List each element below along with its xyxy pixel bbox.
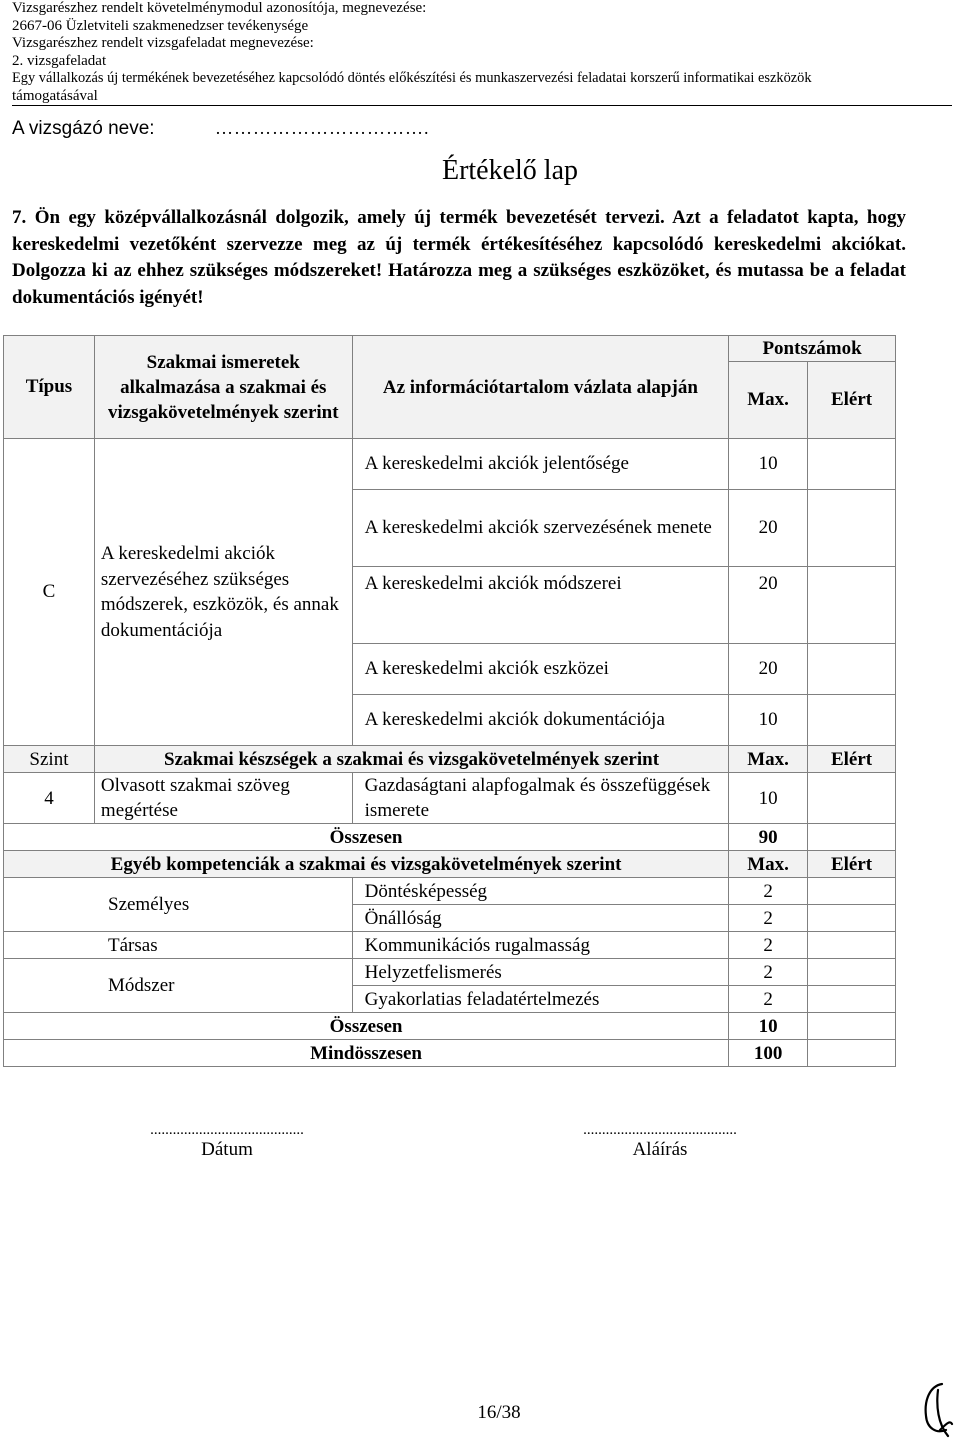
skills-table bbox=[3, 745, 896, 1067]
header-line: Vizsgarészhez rendelt vizsgafeladat megnevezése: bbox=[12, 35, 314, 51]
info-row-max: 20 bbox=[729, 490, 808, 567]
skill-max: 10 bbox=[729, 773, 808, 824]
knowledge-header: Szakmai ismeretek alkalmazása a szakmai és vizsgakövetelmények szerint bbox=[94, 336, 352, 439]
info-row-text: A kereskedelmi akciók dokumentációja bbox=[352, 695, 728, 746]
info-row-max: 20 bbox=[729, 644, 808, 695]
page-title: Értékelő lap bbox=[441, 155, 579, 186]
header-line: 2. vizsgafeladat bbox=[12, 52, 107, 69]
assessment-table bbox=[3, 335, 896, 746]
competency-max: 2 bbox=[729, 878, 808, 905]
competency-item: Kommunikációs rugalmasság bbox=[352, 932, 729, 959]
info-row-achieved[interactable] bbox=[808, 439, 896, 490]
level-header: Szint bbox=[4, 746, 95, 773]
level-cell: 4 bbox=[4, 773, 95, 824]
signature-line[interactable]: ......................................... bbox=[583, 1122, 737, 1138]
info-row-max: 20 bbox=[729, 567, 808, 644]
competency-achieved[interactable] bbox=[808, 932, 896, 959]
type-cell: C bbox=[4, 439, 95, 746]
achieved-header: Elért bbox=[808, 851, 896, 878]
competency-item: Önállóság bbox=[352, 905, 729, 932]
task-description: 7. Ön egy középvállalkozásnál dolgozik, amely új termék bevezetését tervezi. Azt a feladatot kapta, hogy kereskedelmi vezetőként szervezze meg az új termék értékesítéséhez kapcsolódó kereskedelmi akciókat. Dolgozza ki az ehhez szükséges módszereket! Határozza meg a szükséges eszközöket, és mutassa be a feladat dokumentációs igényét! bbox=[12, 207, 906, 308]
subtotal-max: 90 bbox=[729, 824, 808, 851]
competency-achieved[interactable] bbox=[808, 905, 896, 932]
competency-max: 2 bbox=[729, 932, 808, 959]
info-header: Az információtartalom vázlata alapján bbox=[352, 336, 728, 439]
max-header: Max. bbox=[729, 851, 808, 878]
info-row-text: A kereskedelmi akciók szervezésének menete bbox=[352, 490, 728, 567]
subtotal-max: 10 bbox=[729, 1013, 808, 1040]
skill-economics: Gazdaságtani alapfogalmak és összefüggések ismerete bbox=[352, 773, 729, 824]
competency-item: Helyzetfelismerés bbox=[352, 959, 729, 986]
skills-header: Szakmai készségek a szakmai és vizsgakövetelmények szerint bbox=[94, 746, 728, 773]
signature-label: Aláírás bbox=[632, 1139, 688, 1160]
competency-group-social: Társas bbox=[4, 932, 353, 959]
competency-item: Gyakorlatias feladatértelmezés bbox=[352, 986, 729, 1013]
info-row-achieved[interactable] bbox=[808, 490, 896, 567]
competency-group-method: Módszer bbox=[4, 959, 353, 1013]
date-line[interactable]: ......................................... bbox=[150, 1122, 304, 1138]
header-line: támogatásával bbox=[12, 88, 952, 107]
achieved-header: Elért bbox=[808, 746, 896, 773]
info-row-max: 10 bbox=[729, 695, 808, 746]
info-row-achieved[interactable] bbox=[808, 644, 896, 695]
subtotal-achieved[interactable] bbox=[808, 824, 896, 851]
header-line: Vizsgarészhez rendelt követelménymodul azonosítója, megnevezése: bbox=[12, 0, 427, 16]
knowledge-cell: A kereskedelmi akciók szervezéséhez szükséges módszerek, eszközök, és annak dokumentációja bbox=[94, 439, 352, 746]
skill-reading: Olvasott szakmai szöveg megértése bbox=[94, 773, 352, 824]
date-label: Dátum bbox=[201, 1139, 253, 1160]
handwritten-initial-icon bbox=[920, 1380, 956, 1440]
max-header: Max. bbox=[729, 362, 808, 439]
competency-item: Döntésképesség bbox=[352, 878, 729, 905]
competency-max: 2 bbox=[729, 986, 808, 1013]
competency-group-personal: Személyes bbox=[4, 878, 353, 932]
competency-max: 2 bbox=[729, 905, 808, 932]
subtotal-achieved[interactable] bbox=[808, 1013, 896, 1040]
header-line: Egy vállalkozás új termékének bevezetéséhez kapcsolódó döntés előkészítési és munkaszervezési feladatai korszerű informatikai eszközök bbox=[12, 70, 812, 86]
candidate-name-field[interactable]: ……………………………. bbox=[215, 118, 430, 138]
other-competencies-header: Egyéb kompetenciák a szakmai és vizsgakövetelmények szerint bbox=[4, 851, 729, 878]
points-header: Pontszámok bbox=[729, 336, 896, 362]
competency-achieved[interactable] bbox=[808, 878, 896, 905]
info-row-text: A kereskedelmi akciók eszközei bbox=[352, 644, 728, 695]
signature-block bbox=[525, 1122, 795, 1161]
page-number: 16/38 bbox=[477, 1402, 521, 1423]
achieved-header: Elért bbox=[808, 362, 896, 439]
info-row-max: 10 bbox=[729, 439, 808, 490]
competency-achieved[interactable] bbox=[808, 959, 896, 986]
document-header bbox=[12, 0, 952, 106]
subtotal-label: Összesen bbox=[4, 824, 729, 851]
competency-achieved[interactable] bbox=[808, 986, 896, 1013]
grand-total-achieved[interactable] bbox=[808, 1040, 896, 1067]
info-row-text: A kereskedelmi akciók módszerei bbox=[352, 567, 728, 644]
info-row-achieved[interactable] bbox=[808, 695, 896, 746]
competency-max: 2 bbox=[729, 959, 808, 986]
max-header: Max. bbox=[729, 746, 808, 773]
info-row-achieved[interactable] bbox=[808, 567, 896, 644]
subtotal-label: Összesen bbox=[4, 1013, 729, 1040]
info-row-text: A kereskedelmi akciók jelentősége bbox=[352, 439, 728, 490]
type-header: Típus bbox=[4, 336, 95, 439]
candidate-name-label: A vizsgázó neve: bbox=[12, 118, 155, 139]
grand-total-label: Mindösszesen bbox=[4, 1040, 729, 1067]
header-line: 2667-06 Üzletviteli szakmenedzser tevékenysége bbox=[12, 17, 309, 34]
grand-total-max: 100 bbox=[729, 1040, 808, 1067]
skill-achieved[interactable] bbox=[808, 773, 896, 824]
date-signature-block bbox=[92, 1122, 362, 1161]
